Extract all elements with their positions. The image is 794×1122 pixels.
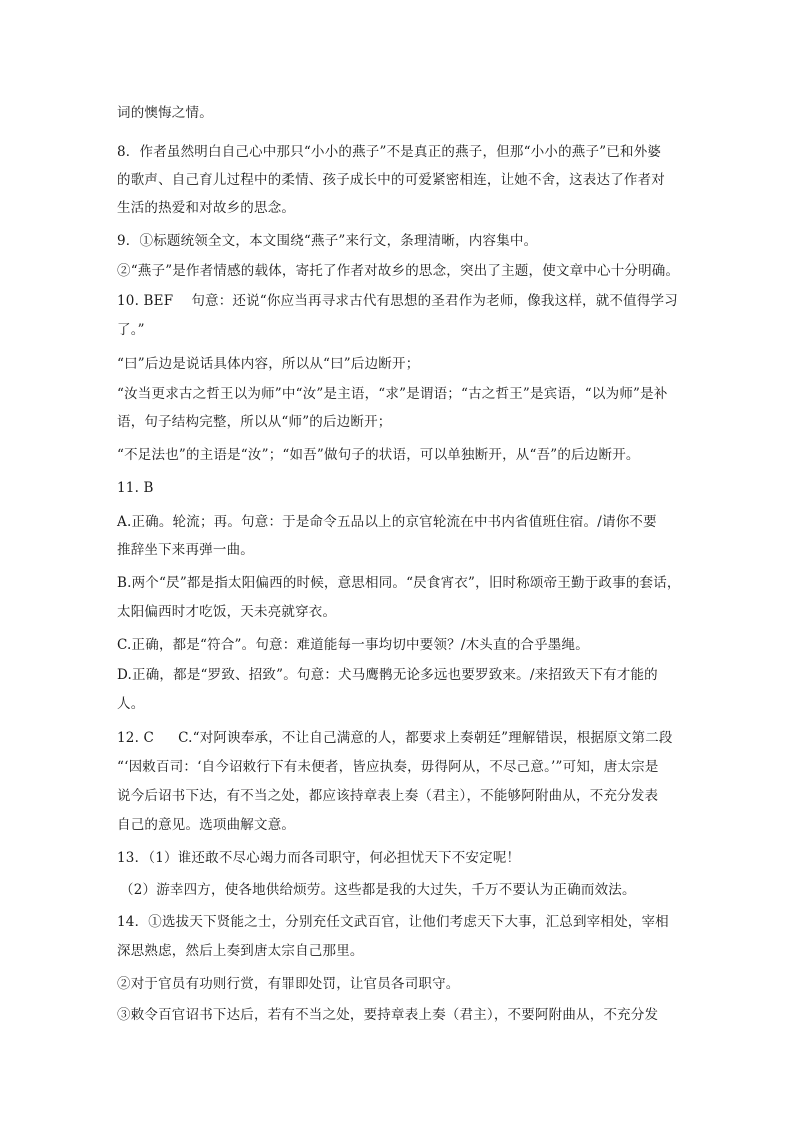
question-10-text: 句意：还说“你应当再寻求古代有思想的圣君作为老师，像我这样，就不值得学习 xyxy=(191,293,678,309)
text-line: “曰”后边是说话具体内容，所以从“曰”后边断开； xyxy=(117,356,420,372)
text-line: 8．作者虽然明白自己心中那只“小小的燕子”不是真正的燕子，但那“小小的燕子”已和外婆 xyxy=(117,144,662,160)
text-line: 说今后诏书下达，有不当之处，都应该持章表上奏（君主），不能够阿附曲从，不充分发表 xyxy=(117,788,659,804)
text-line: 词的懊悔之情。 xyxy=(117,105,213,121)
text-line: C.正确，都是“符合”。句意：难道能每一事均切中要领？/木头直的合乎墨绳。 xyxy=(117,637,589,653)
text-line: 13．（1）谁还敢不尽心竭力而各司职守，何必担忧天下不安定呢！ xyxy=(117,850,521,866)
text-line: D.正确，都是“罗致、招致”。句意：犬马鹰鹘无论多远也要罗致来。/来招致天下有才能的 xyxy=(117,667,658,683)
text-line: 人。 xyxy=(117,696,145,712)
text-line: “‘因敕百司：‘自今诏敕行下有未便者，皆应执奏，毋得阿从，不尽己意。’”可知，唐太宗是 xyxy=(117,759,659,775)
text-line: 了。” xyxy=(117,322,145,338)
text-line: 语，句子结构完整，所以从“师”的后边断开； xyxy=(117,414,392,430)
question-12-line xyxy=(117,729,677,747)
text-line: B.两个“昃”都是指太阳偏西的时候，意思相同。“昃食宵衣”，旧时称颂帝王勤于政事的套话， xyxy=(117,575,681,591)
question-10-number: 10. BEF xyxy=(117,293,174,309)
text-line: 太阳偏西时才吃饭，天未亮就穿衣。 xyxy=(117,604,337,620)
text-line: “汝当更求古之哲王以为师”中“汝”是主语，“求”是谓语；“古之哲王”是宾语，“以为师”是补 xyxy=(117,386,668,402)
text-line: 深思熟虑，然后上奏到唐太宗自己那里。 xyxy=(117,943,364,959)
text-line: “不足法也”的主语是“汝”；“如吾”做句子的状语，可以单独断开，从“吾”的后边断开。 xyxy=(117,447,640,463)
text-line: 推辞坐下来再弹一曲。 xyxy=(117,542,254,558)
text-line: 自己的意见。选项曲解文意。 xyxy=(117,817,296,833)
text-line: 的歌声、自己育儿过程中的柔情、孩子成长中的可爱紧密相连，让她不舍，这表达了作者对 xyxy=(117,172,665,188)
question-12-number: 12. C xyxy=(117,730,155,746)
text-line: 14．①选拔天下贤能之士，分别充任文武百官，让他们考虑天下大事，汇总到宰相处，宰相 xyxy=(117,914,669,930)
text-line: 9．①标题统领全文，本文围绕“燕子”来行文，条理清晰，内容集中。 xyxy=(117,233,538,249)
text-line: （2）游幸四方，使各地供给烦劳。这些都是我的大过失，千万不要认为正确而效法。 xyxy=(120,882,636,898)
text-line: ②对于官员有功则行赏，有罪即处罚，让官员各司职守。 xyxy=(117,976,460,992)
text-line: ③敕令百官诏书下达后，若有不当之处，要持章表上奏（君主），不要阿附曲从，不充分发 xyxy=(117,1007,659,1023)
question-10-line xyxy=(117,292,677,310)
question-12-text: C.“对阿谀奉承，不让自己满意的人，都要求上奏朝廷”理解错误，根据原文第二段 xyxy=(178,730,673,746)
text-line: A.正确。轮流；再。句意：于是命令五品以上的京官轮流在中书内省值班住宿。/请你不要 xyxy=(117,514,657,530)
text-line: ②“燕子”是作者情感的载体，寄托了作者对故乡的思念，突出了主题，使文章中心十分明确。 xyxy=(117,263,680,279)
text-line: 11. B xyxy=(117,480,154,496)
text-line: 生活的热爱和对故乡的思念。 xyxy=(117,200,296,216)
